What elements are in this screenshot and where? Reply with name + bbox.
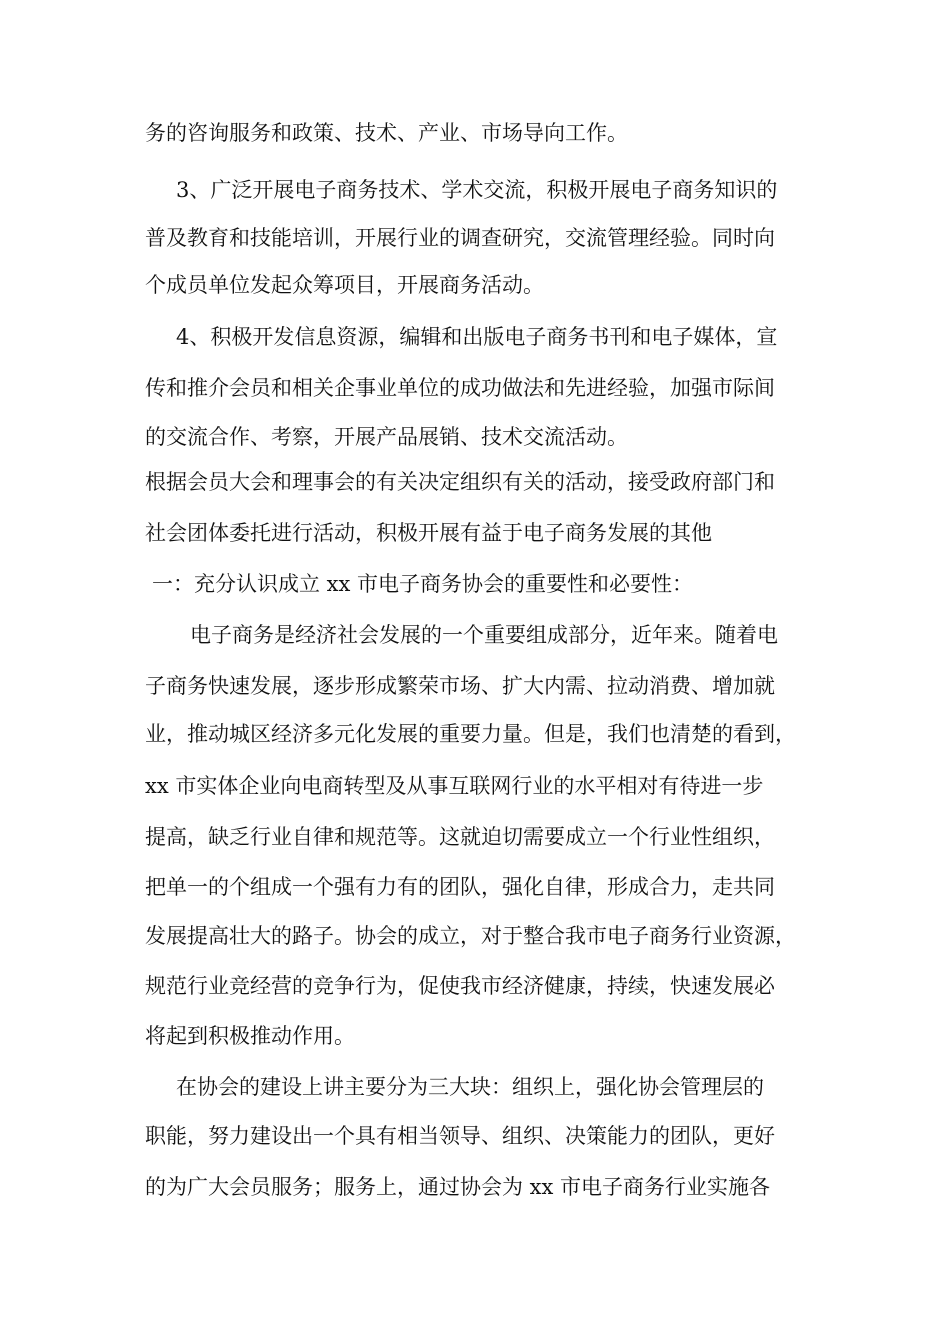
text-line: 一：充分认识成立 xx 市电子商务协会的重要性和必要性： — [152, 572, 694, 596]
text-line: 的为广大会员服务；服务上，通过协会为 xx 市电子商务行业实施各 — [145, 1175, 771, 1199]
text-line: 在协会的建设上讲主要分为三大块：组织上，强化协会管理层的 — [176, 1075, 764, 1099]
text-line: 子商务快速发展，逐步形成繁荣市场、扩大内需、拉动消费、增加就 — [145, 674, 775, 698]
text-line: 电子商务是经济社会发展的一个重要组成部分，近年来。随着电 — [190, 623, 778, 647]
text-line: 规范行业竞经营的竞争行为，促使我市经济健康，持续，快速发展必 — [145, 974, 775, 998]
text-line: 根据会员大会和理事会的有关决定组织有关的活动，接受政府部门和 — [145, 470, 775, 494]
text-line: 将起到积极推动作用。 — [145, 1024, 355, 1048]
text-line: 传和推介会员和相关企事业单位的成功做法和先进经验，加强市际间 — [145, 376, 775, 400]
text-line: 提高，缺乏行业自律和规范等。这就迫切需要成立一个行业性组织， — [145, 825, 775, 849]
text-line: 普及教育和技能培训，开展行业的调查研究，交流管理经验。同时向 — [145, 226, 775, 250]
text-line: 务的咨询服务和政策、技术、产业、市场导向工作。 — [145, 121, 628, 145]
text-line: 的交流合作、考察，开展产品展销、技术交流活动。 — [145, 425, 628, 449]
text-line: 发展提高壮大的路子。协会的成立，对于整合我市电子商务行业资源， — [145, 924, 796, 948]
text-line: 业，推动城区经济多元化发展的重要力量。但是，我们也清楚的看到， — [145, 722, 796, 746]
text-line: 3、广泛开展电子商务技术、学术交流，积极开展电子商务知识的 — [176, 178, 778, 202]
text-line: 4、积极开发信息资源，编辑和出版电子商务书刊和电子媒体，宣 — [176, 325, 778, 349]
text-line: 社会团体委托进行活动，积极开展有益于电子商务发展的其他 — [145, 521, 712, 545]
text-line: 把单一的个组成一个强有力有的团队，强化自律，形成合力，走共同 — [145, 875, 775, 899]
text-line: 个成员单位发起众筹项目，开展商务活动。 — [145, 273, 544, 297]
text-line: xx 市实体企业向电商转型及从事互联网行业的水平相对有待进一步 — [145, 774, 764, 798]
text-line: 职能，努力建设出一个具有相当领导、组织、决策能力的团队，更好 — [145, 1124, 775, 1148]
